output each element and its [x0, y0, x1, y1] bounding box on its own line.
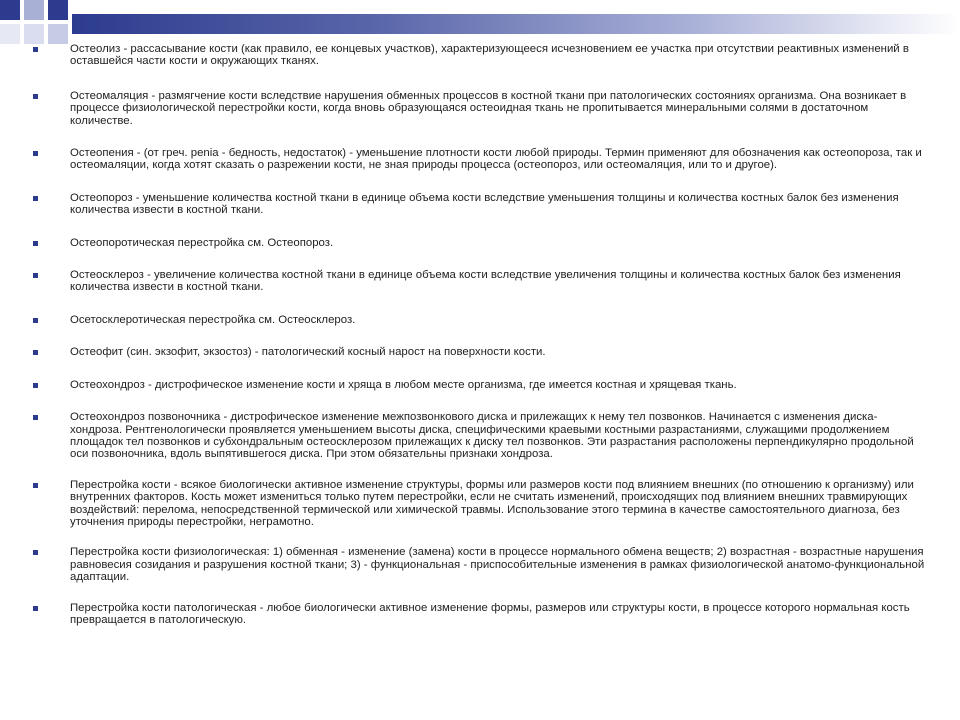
square-bullet-icon: [33, 350, 38, 355]
list-item-text: Остеолиз - рассасывание кости (как правило, ее концевых участков), характеризующееся исчезновением ее участка при отсутствии реактивных изменений в оставшейся части кости и окружающих тканях.: [70, 43, 909, 68]
list-item-text: Осетосклеротическая перестройка см. Остеосклероз.: [70, 313, 356, 326]
list-item-text: Остеофит (син. экзофит, экзостоз) - патологический косный нарост на поверхности кости.: [70, 346, 546, 359]
square-bullet-icon: [33, 196, 38, 201]
list-item-text: Остеохондроз позвоночника - дистрофическое изменение межпозвонкового диска и прилежащих к нему тел позвонков. Начинается с изменения диска- хондроза. Рентгенологически проявляется уменьшением высоты диска, специфическими краевыми костными разрастаниями, служащими продолжением площадок тел позвонков и субхондральным остеосклерозом прилежащих к диску тел позвонков. Эти разрастания расположены перпендикулярно продольной оси позвоночника, вдоль выпятившегося диска. При этом обязательны признаки хондроза.: [70, 411, 914, 461]
square-bullet-icon: [33, 241, 38, 246]
list-item: [30, 147, 930, 172]
decor-square-3: [48, 0, 68, 20]
list-item: [30, 192, 930, 217]
square-bullet-icon: [33, 383, 38, 388]
list-item-text: Остеохондроз - дистрофическое изменение кости и хряща в любом месте организма, где имеется костная и хрящевая ткань.: [70, 378, 737, 391]
square-bullet-icon: [33, 550, 38, 555]
list-item: [30, 546, 930, 583]
list-item: [30, 346, 930, 358]
decor-square-1: [0, 0, 20, 20]
list-item: [30, 411, 930, 461]
square-bullet-icon: [33, 415, 38, 420]
list-item: [30, 237, 930, 249]
list-item-text: Перестройка кости - всякое биологически активное изменение структуры, формы или размеров кости под влиянием внешних (по отношению к организму) или внутренних факторов. Кость может измениться только путем перестройки, если не считать изменений, происходящих под влиянием внешних травмирующих воздействий: перелома, непосредственной термической или химической травмы. Использование этого термина в качестве самостоятельного диагноза, без уточнения природы перестройки, неграмотно.: [70, 478, 914, 528]
square-bullet-icon: [33, 47, 38, 52]
square-bullet-icon: [33, 151, 38, 156]
square-bullet-icon: [33, 606, 38, 611]
square-bullet-icon: [33, 273, 38, 278]
decor-square-6: [0, 24, 20, 44]
list-item: [30, 90, 930, 127]
list-item-text: Остеопороз - уменьшение количества костной ткани в единице объема кости вследствие уменьшения толщины и количества костных балок без изменения количества извести в костной ткани.: [70, 191, 899, 217]
list-item: [30, 269, 930, 294]
header-gradient-bar: [72, 14, 960, 34]
list-item-text: Остеомаляция - размягчение кости вследствие нарушения обменных процессов в костной ткани при патологических состояниях организма. Она возникает в процессе физиологической перестройки кости, когда вновь образующаяся остеоидная ткань не пропитывается минеральными солями в достаточном количестве.: [70, 89, 907, 127]
list-item-text: Остеопоротическая перестройка см. Остеопороз.: [70, 236, 334, 249]
list-item: [30, 602, 930, 627]
decor-square-2: [24, 0, 44, 20]
list-item-text: Перестройка кости патологическая - любое биологически активное изменение формы, размеров или структуры кости, в процессе которого нормальная кость превращается в патологическую.: [70, 601, 910, 626]
definitions-list: [30, 41, 930, 626]
list-item-text: Остеопения - (от греч. penia - бедность, недостаток) - уменьшение плотности кости любой природы. Термин применяют для обозначения как остеопороза, так и остеомаляции, когда хотят сказать о разрежении кости, не зная природы процесса (остеопороз, или остеомаляция, или то и другое).: [70, 147, 922, 172]
square-bullet-icon: [33, 318, 38, 323]
list-item: [30, 479, 930, 529]
list-item-text: Перестройка кости физиологическая: 1) обменная - изменение (замена) кости в процессе нормального обмена веществ; 2) возрастная - возрастные нарушения равновесия созидания и разрушения костной ткани; 3) - функциональная - приспособительные изменения в рамках физиологической анатомо-функциональной адаптации.: [70, 546, 925, 584]
list-item: [30, 43, 930, 68]
list-item: [30, 314, 930, 326]
list-item-text: Остеосклероз - увеличение количества костной ткани в единице объема кости вследствие увеличения толщины и количества костных балок без изменения количества извести в костной ткани.: [70, 269, 901, 294]
square-bullet-icon: [33, 483, 38, 488]
list-item: [30, 379, 930, 391]
square-bullet-icon: [33, 94, 38, 99]
